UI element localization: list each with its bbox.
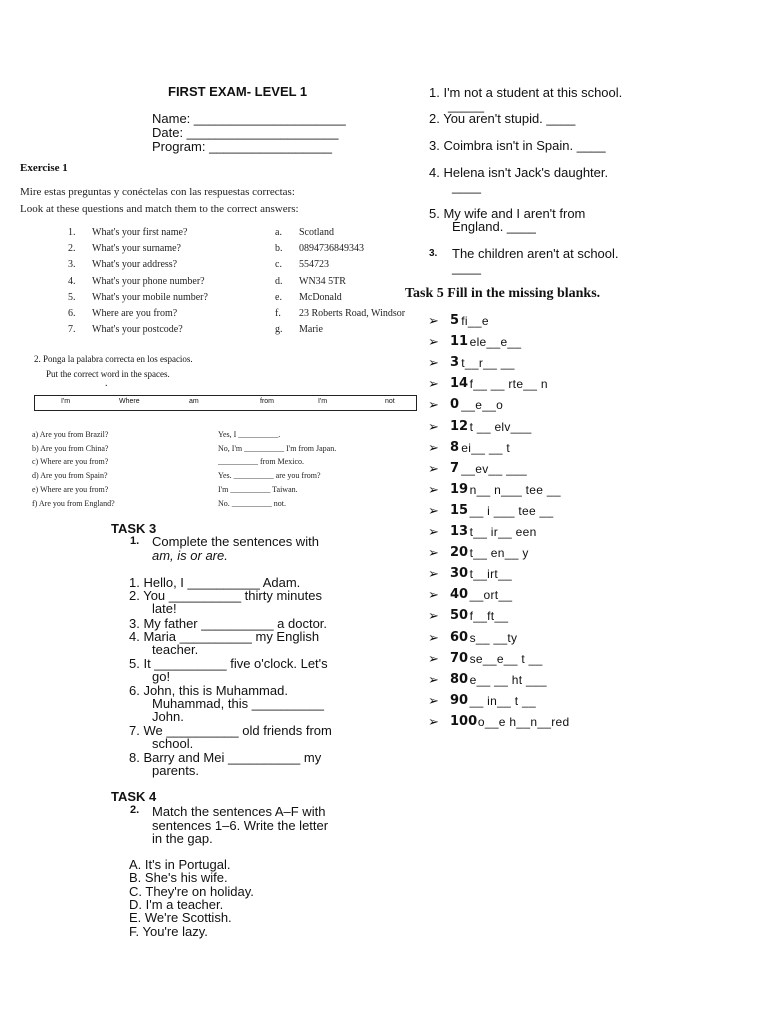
task3-instruction-words: am, is or are. bbox=[152, 548, 228, 563]
right-item-4: 4. Helena isn't Jack's daughter. bbox=[429, 165, 609, 180]
task5-pattern: t __ elv___ bbox=[469, 419, 532, 434]
task5-number: 12 bbox=[450, 418, 469, 434]
task5-number: 15 bbox=[450, 502, 469, 518]
task5-pattern: f__ __ rte__ n bbox=[469, 377, 548, 392]
arrow-bullet-icon: ➢ bbox=[428, 439, 439, 455]
question-number: 1. bbox=[68, 227, 76, 238]
task5-number: 19 bbox=[450, 481, 469, 497]
right-item-3: 3. Coimbra isn't in Spain. ____ bbox=[429, 138, 606, 153]
right-item-6: The children aren't at school. bbox=[452, 246, 619, 261]
arrow-bullet-icon: ➢ bbox=[428, 524, 439, 539]
arrow-bullet-icon: ➢ bbox=[428, 460, 439, 476]
task5-number: 50 bbox=[450, 608, 469, 624]
task5-pattern: t__irt__ bbox=[469, 567, 513, 582]
exercise2-answer: Yes. __________ are you from? bbox=[218, 471, 321, 481]
question-text: What's your address? bbox=[92, 259, 178, 271]
arrow-bullet-icon: ➢ bbox=[428, 692, 439, 708]
task5-number: 20 bbox=[450, 545, 469, 561]
task3-sentence: 7. We __________ old friends from bbox=[129, 723, 332, 738]
arrow-bullet-icon: ➢ bbox=[428, 587, 439, 603]
task5-number: 8 bbox=[450, 439, 460, 455]
task5-number: 100 bbox=[450, 713, 478, 729]
word-box-item: I'm bbox=[318, 398, 328, 405]
task5-pattern: fi__e bbox=[461, 314, 489, 328]
question-text: What's your first name? bbox=[92, 227, 188, 238]
right-item-5: 5. My wife and I aren't from bbox=[429, 206, 586, 221]
exercise2-question: f) Are you from England? bbox=[32, 498, 115, 508]
answer-text: 23 Roberts Road, Windsor bbox=[299, 308, 406, 319]
task4-instruction-1: Match the sentences A–F with bbox=[152, 804, 326, 819]
name-line: Name: _____________________ bbox=[152, 111, 346, 126]
word-box-item: am bbox=[189, 398, 199, 405]
arrow-bullet-icon: ➢ bbox=[428, 355, 439, 371]
answer-letter: b. bbox=[275, 243, 283, 255]
exercise2-answer: __________ from Mexico. bbox=[218, 457, 304, 467]
task5-pattern: t__ ir__ een bbox=[469, 525, 537, 539]
task5-number: 11 bbox=[450, 334, 469, 350]
task4-option: F. You're lazy. bbox=[129, 923, 208, 939]
arrow-bullet-icon: ➢ bbox=[428, 481, 439, 497]
task5-pattern: t__r__ __ bbox=[461, 356, 515, 371]
task3-sentence: school. bbox=[152, 736, 194, 751]
right-item-2: 2. You aren't stupid. ____ bbox=[429, 111, 576, 126]
task5-number: 60 bbox=[450, 629, 469, 645]
task3-instruction: Complete the sentences with bbox=[152, 534, 319, 549]
exercise2-answer: Yes, I __________. bbox=[218, 430, 281, 439]
task5-pattern: se__e__ t __ bbox=[469, 651, 543, 666]
exam-title: FIRST EXAM- LEVEL 1 bbox=[168, 84, 308, 99]
exercise2-question: a) Are you from Brazil? bbox=[32, 430, 109, 439]
answer-letter: a. bbox=[275, 227, 282, 238]
task3-sentence: 4. Maria __________ my English bbox=[129, 629, 320, 644]
task5-pattern: s__ __ty bbox=[469, 630, 518, 645]
question-number: 2. bbox=[68, 243, 76, 255]
question-text: What's your mobile number? bbox=[92, 291, 208, 303]
task5-pattern: __e__o bbox=[461, 398, 504, 413]
word-box-item: not bbox=[385, 398, 395, 405]
task4-option: C. They're on holiday. bbox=[129, 883, 254, 899]
task5-pattern: e__ __ ht ___ bbox=[469, 672, 547, 687]
exercise2-question: e) Where are you from? bbox=[32, 484, 109, 494]
arrow-bullet-icon: ➢ bbox=[428, 629, 439, 645]
task3-sentence: teacher. bbox=[152, 642, 199, 657]
question-text: What's your phone number? bbox=[92, 275, 205, 287]
word-box-item: I'm bbox=[61, 398, 71, 405]
task5-pattern: __ i ___ tee __ bbox=[469, 503, 554, 518]
arrow-bullet-icon: ➢ bbox=[428, 418, 439, 434]
task4-instruction-3: in the gap. bbox=[152, 831, 213, 846]
task3-sentence: John. bbox=[152, 709, 184, 724]
question-number: 7. bbox=[68, 324, 76, 336]
answer-letter: g. bbox=[275, 324, 283, 336]
task3-number: 1. bbox=[130, 535, 140, 547]
task5-number: 80 bbox=[450, 671, 469, 687]
task4-option: B. She's his wife. bbox=[129, 870, 228, 886]
task3-sentence: parents. bbox=[152, 763, 199, 778]
exercise1-title: Exercise 1 bbox=[20, 162, 68, 174]
answer-text: 554723 bbox=[299, 259, 329, 271]
answer-text: WN34 5TR bbox=[299, 275, 346, 287]
exercise2-dot: . bbox=[105, 378, 108, 389]
arrow-bullet-icon: ➢ bbox=[428, 671, 439, 687]
answer-letter: e. bbox=[275, 291, 282, 303]
arrow-bullet-icon: ➢ bbox=[428, 334, 439, 350]
task5-number: 0 bbox=[450, 397, 460, 413]
arrow-bullet-icon: ➢ bbox=[428, 566, 439, 582]
exercise2-question: c) Where are you from? bbox=[32, 457, 109, 467]
right-item-1: 1. I'm not a student at this school. bbox=[429, 85, 623, 100]
answer-text: Marie bbox=[299, 324, 323, 336]
task5-number: 90 bbox=[450, 692, 469, 708]
arrow-bullet-icon: ➢ bbox=[428, 376, 439, 392]
task5-pattern: __ev__ ___ bbox=[461, 461, 528, 476]
task3-sentence: 5. It __________ five o'clock. Let's bbox=[129, 656, 328, 671]
exercise2-question: b) Are you from China? bbox=[32, 443, 109, 453]
word-box-item: from bbox=[260, 398, 274, 405]
task5-pattern: __ort__ bbox=[469, 588, 513, 603]
task5-number: 14 bbox=[450, 376, 469, 392]
answer-letter: c. bbox=[275, 259, 282, 271]
exercise2-answer: No. __________ not. bbox=[218, 498, 286, 508]
arrow-bullet-icon: ➢ bbox=[428, 608, 439, 624]
task5-pattern: __ in__ t __ bbox=[469, 693, 536, 708]
question-number: 3. bbox=[68, 259, 76, 271]
task5-number: 13 bbox=[450, 524, 469, 539]
exercise2-answer: No, I'm __________ I'm from Japan. bbox=[218, 443, 337, 453]
task5-pattern: ele__e__ bbox=[469, 335, 522, 350]
question-number: 4. bbox=[68, 275, 76, 287]
task3-sentence: 1. Hello, I __________ Adam. bbox=[129, 575, 301, 590]
task3-sentence: late! bbox=[152, 601, 177, 616]
task3-sentence: Muhammad, this __________ bbox=[152, 696, 325, 711]
task5-pattern: o__e h__n__red bbox=[477, 714, 570, 729]
task5-number: 70 bbox=[450, 650, 469, 666]
task4-option: D. I'm a teacher. bbox=[129, 896, 224, 912]
task5-number: 40 bbox=[450, 587, 469, 603]
task5-pattern: ei__ __ t bbox=[461, 440, 511, 455]
arrow-bullet-icon: ➢ bbox=[428, 713, 439, 729]
date-line: Date: _____________________ bbox=[152, 125, 339, 140]
task3-sentence: 2. You __________ thirty minutes bbox=[129, 588, 322, 603]
question-text: What's your surname? bbox=[92, 243, 181, 255]
task4-instruction-2: sentences 1–6. Write the letter bbox=[152, 818, 329, 833]
task4-title: TASK 4 bbox=[111, 789, 157, 804]
answer-letter: d. bbox=[275, 275, 283, 287]
question-number: 5. bbox=[68, 291, 76, 303]
exercise2-question: d) Are you from Spain? bbox=[32, 471, 108, 481]
exercise1-instruction-en: Look at these questions and match them to the correct answers: bbox=[20, 203, 299, 215]
task5-title: Task 5 Fill in the missing blanks. bbox=[405, 286, 601, 301]
right-item-4-gap: ____ bbox=[452, 179, 481, 194]
task5-pattern: n__ n___ tee __ bbox=[469, 482, 561, 497]
task3-sentence: 6. John, this is Muhammad. bbox=[129, 683, 288, 698]
task5-pattern: t__ en__ y bbox=[469, 546, 529, 561]
word-box-item: Where bbox=[119, 398, 140, 405]
answer-text: McDonald bbox=[299, 291, 342, 303]
program-line: Program: _________________ bbox=[152, 139, 332, 154]
task3-sentence: 3. My father __________ a doctor. bbox=[129, 616, 328, 631]
task4-option: A. It's in Portugal. bbox=[129, 857, 231, 872]
exercise2-instruction-en: Put the correct word in the spaces. bbox=[46, 369, 170, 379]
task5-number: 30 bbox=[450, 566, 469, 582]
answer-letter: f. bbox=[275, 308, 281, 319]
arrow-bullet-icon: ➢ bbox=[428, 502, 439, 518]
task5-pattern: f__ft__ bbox=[469, 609, 509, 624]
right-item-6-number: 3. bbox=[429, 248, 438, 259]
question-text: What's your postcode? bbox=[92, 324, 183, 336]
word-box bbox=[34, 395, 417, 411]
right-item-6-gap: ____ bbox=[452, 260, 481, 275]
answer-text: 0894736849343 bbox=[299, 243, 364, 255]
exercise1-instruction-es: Mire estas preguntas y conéctelas con las respuestas correctas: bbox=[20, 186, 295, 198]
arrow-bullet-icon: ➢ bbox=[428, 397, 439, 413]
arrow-bullet-icon: ➢ bbox=[428, 650, 439, 666]
right-item-1-gap: _____ bbox=[448, 98, 485, 113]
exercise2-answer: I'm __________ Taiwan. bbox=[218, 484, 298, 494]
arrow-bullet-icon: ➢ bbox=[428, 545, 439, 561]
task3-sentence: go! bbox=[152, 669, 171, 684]
task4-number: 2. bbox=[130, 804, 140, 816]
arrow-bullet-icon: ➢ bbox=[428, 313, 439, 328]
question-text: Where are you from? bbox=[92, 308, 178, 319]
task3-title: TASK 3 bbox=[111, 521, 157, 536]
task5-number: 5 bbox=[450, 313, 460, 328]
task5-number: 3 bbox=[450, 355, 460, 371]
task5-number: 7 bbox=[450, 460, 460, 476]
question-number: 6. bbox=[68, 308, 76, 319]
task3-sentence: 8. Barry and Mei __________ my bbox=[129, 750, 322, 765]
answer-text: Scotland bbox=[299, 227, 334, 238]
task4-option: E. We're Scottish. bbox=[129, 910, 232, 926]
right-item-5-cont: England. ____ bbox=[452, 219, 536, 234]
exercise2-instruction-es: 2. Ponga la palabra correcta en los espacios. bbox=[34, 354, 193, 364]
